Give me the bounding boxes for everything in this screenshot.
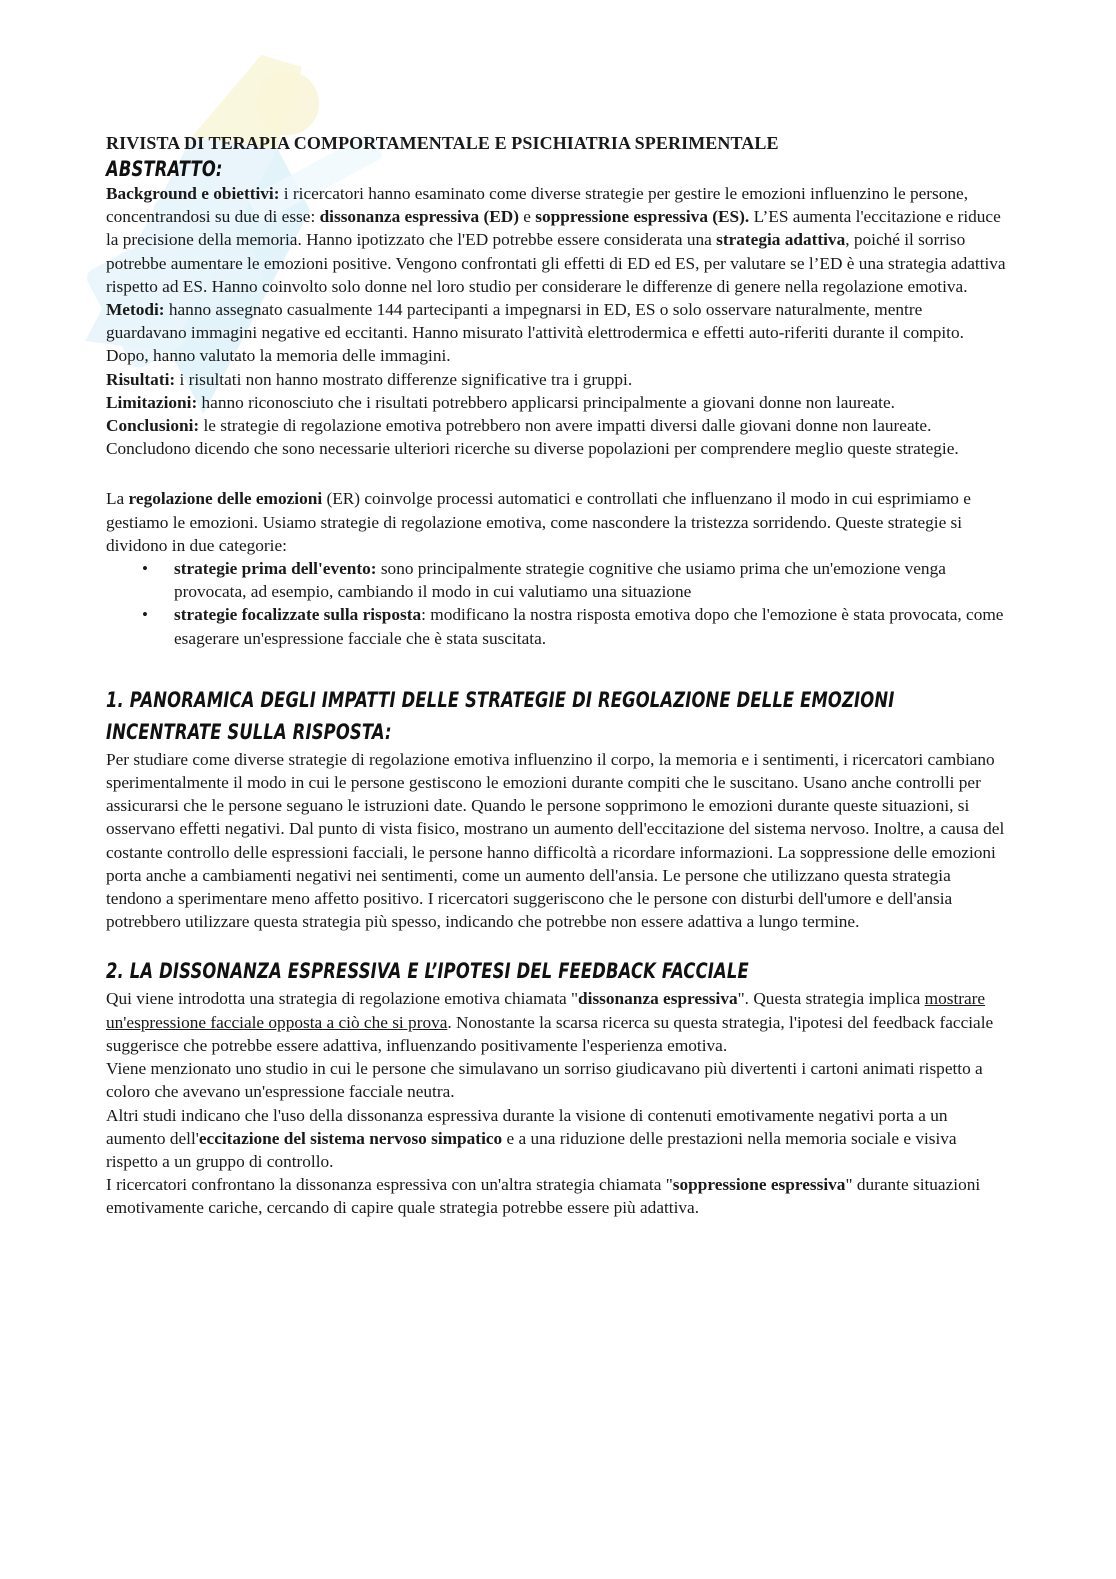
s2p4-text-1: I ricercatori confrontano la dissonanza espressiva con un'altra strategia chiamata " [106,1175,673,1195]
background-text-3: L’ES aumenta l'eccitazione e riduce la precisione della memoria. Hanno ipotizzato che l'ED potrebbe essere considerata una [106,207,1001,250]
section-1-heading-line-1: 1. PANORAMICA DEGLI IMPATTI DELLE STRATEGIE DI REGOLAZIONE DELLE EMOZIONI [106,687,895,712]
background-text-2: e [518,207,536,227]
methods-text: hanno assegnato casualmente 144 partecipanti a impegnarsi in ED, ES o solo osservare naturalmente, mentre guardavano immagini negative ed eccitanti. Hanno misurato l'attività elettrodermica e effetti auto-riferiti durante il compito. Dopo, hanno valutato la memoria delle immagini. [106,300,964,366]
document-page [106,130,1006,1220]
results-label: Risultati: [106,369,176,389]
s2p3-text-2: e a una riduzione delle prestazioni nella memoria sociale e visiva rispetto a un gruppo di controllo. [106,1128,957,1171]
intro-text-1: La [106,489,129,509]
list-item [174,603,1006,649]
s2p1-text-1: Qui viene introdotta una strategia di regolazione emotiva chiamata " [106,989,579,1009]
background-bold-3: strategia adattiva [716,230,846,250]
background-text-1: i ricercatori hanno esaminato come diverse strategie per gestire le emozioni influenzino le persone, concentrandosi su due di esse: [106,184,969,227]
section-1-heading-line-2: INCENTRATE SULLA RISPOSTA: [106,719,392,744]
bullet-1-text: sono principalmente strategie cognitive che usiamo prima che un'emozione venga provocata, ad esempio, cambiando il modo in cui valutiamo una situazione [174,559,946,602]
abstract-heading: ABSTRATTO: [106,157,223,181]
abstract-conclusions [106,414,1006,460]
abstract-results [106,368,1006,391]
background-text-4: , poiché il sorriso potrebbe aumentare le emozioni positive. Vengono confrontati gli effetti di ED ed ES, per valutare se l’ED è una strategia adattiva rispetto ad ES. Hanno coinvolto solo donne nel loro studio per considerare le differenze di genere nella regolazione emotiva. [106,230,1006,296]
background-bold-2: soppressione espressiva (ES). [535,207,750,227]
section-2-paragraph-1 [106,987,1006,1057]
list-item [174,557,1006,603]
limitations-text: hanno riconosciuto che i risultati potrebbero applicarsi principalmente a giovani donne non laureate. [197,392,895,412]
bullet-2-text: : modificano la nostra risposta emotiva dopo che l'emozione è stata provocata, come esagerare un'espressione facciale che è stata suscitata. [174,605,1004,648]
s2p4-text-2: " durante situazioni emotivamente cariche, cercando di capire quale strategia potrebbe essere più adattiva. [106,1175,981,1218]
abstract-limitations [106,391,1006,414]
s2p1-bold-1: dissonanza espressiva [578,989,738,1009]
intro-paragraph [106,487,1006,557]
abstract-methods [106,298,1006,368]
section-2-paragraph-3 [106,1104,1006,1174]
section-2-paragraph-2: Viene menzionato uno studio in cui le persone che simulavano un sorriso giudicavano più divertenti i cartoni animati rispetto a coloro che avevano un'espressione facciale neutra. [106,1059,983,1102]
intro-bold-1: regolazione delle emozioni [128,489,323,509]
category-list [106,557,1006,650]
bullet-1-label: strategie prima dell'evento: [174,559,377,579]
bullet-2-label: strategie focalizzate sulla risposta [174,605,422,625]
section-2-heading: 2. LA DISSONANZA ESPRESSIVA E L’IPOTESI DEL FEEDBACK FACCIALE [106,959,749,984]
conclusions-text: le strategie di regolazione emotiva potrebbero non avere impatti diversi dalle giovani donne non laureate. Concludono dicendo che sono necessarie ulteriori ricerche su diverse popolazioni per comprendere meglio queste strategie. [106,416,959,459]
section-2-paragraph-4 [106,1173,1006,1219]
intro-text-2: (ER) coinvolge processi automatici e controllati che influenzano il modo in cui esprimiamo e gestiamo le emozioni. Usiamo strategie di regolazione emotiva, come nascondere la tristezza sorridendo. Queste strategie si dividono in due categorie: [106,489,971,555]
s2p1-underlined: mostrare un'espressione facciale opposta a ciò che si prova [106,989,986,1032]
results-text: i risultati non hanno mostrato differenze significative tra i gruppi. [175,369,633,389]
background-bold-1: dissonanza espressiva (ED) [319,207,519,227]
journal-title: RIVISTA DI TERAPIA COMPORTAMENTALE E PSICHIATRIA SPERIMENTALE [106,133,779,153]
s2p4-bold-1: soppressione espressiva [672,1175,846,1195]
background-label: Background e obiettivi: [106,184,280,203]
conclusions-label: Conclusioni: [106,416,200,436]
s2p3-bold-1: eccitazione del sistema nervoso simpatico [198,1128,503,1148]
methods-label: Metodi: [106,300,165,320]
s2p1-text-3: . Nonostante la scarsa ricerca su questa strategia, l'ipotesi del feedback facciale suggerisce che potrebbe essere adattiva, influenzando positivamente l'esperienza emotiva. [106,1012,994,1055]
abstract-background [106,182,1006,298]
limitations-label: Limitazioni: [106,392,198,412]
s2p3-text-1: Altri studi indicano che l'uso della dissonanza espressiva durante la visione di contenuti emotivamente negativi porta a un aumento dell' [106,1105,948,1148]
s2p1-text-2: ". Questa strategia implica [737,989,925,1009]
section-1-body: Per studiare come diverse strategie di regolazione emotiva influenzino il corpo, la memoria e i sentimenti, i ricercatori cambiano sperimentalmente il modo in cui le persone gestiscono le emozioni durante compiti che le suscitano. Usano anche controlli per assicurarsi che le persone seguano le istruzioni date. Quando le persone sopprimono le emozioni durante queste situazioni, si osservano effetti negativi. Dal punto di vista fisico, mostrano un aumento dell'eccitazione del sistema nervoso. Inoltre, a causa del costante controllo delle espressioni facciali, le persone hanno difficoltà a ricordare informazioni. La soppressione delle emozioni porta anche a cambiamenti negativi nei sentimenti, come un aumento dell'ansia. Le persone che utilizzano questa strategia tendono a sperimentare meno affetto positivo. I ricercatori suggeriscono che le persone con disturbi dell'umore e dell'ansia potrebbero utilizzare questa strategia più spesso, indicando che potrebbe non essere adattiva a lungo termine. [106,749,1005,932]
